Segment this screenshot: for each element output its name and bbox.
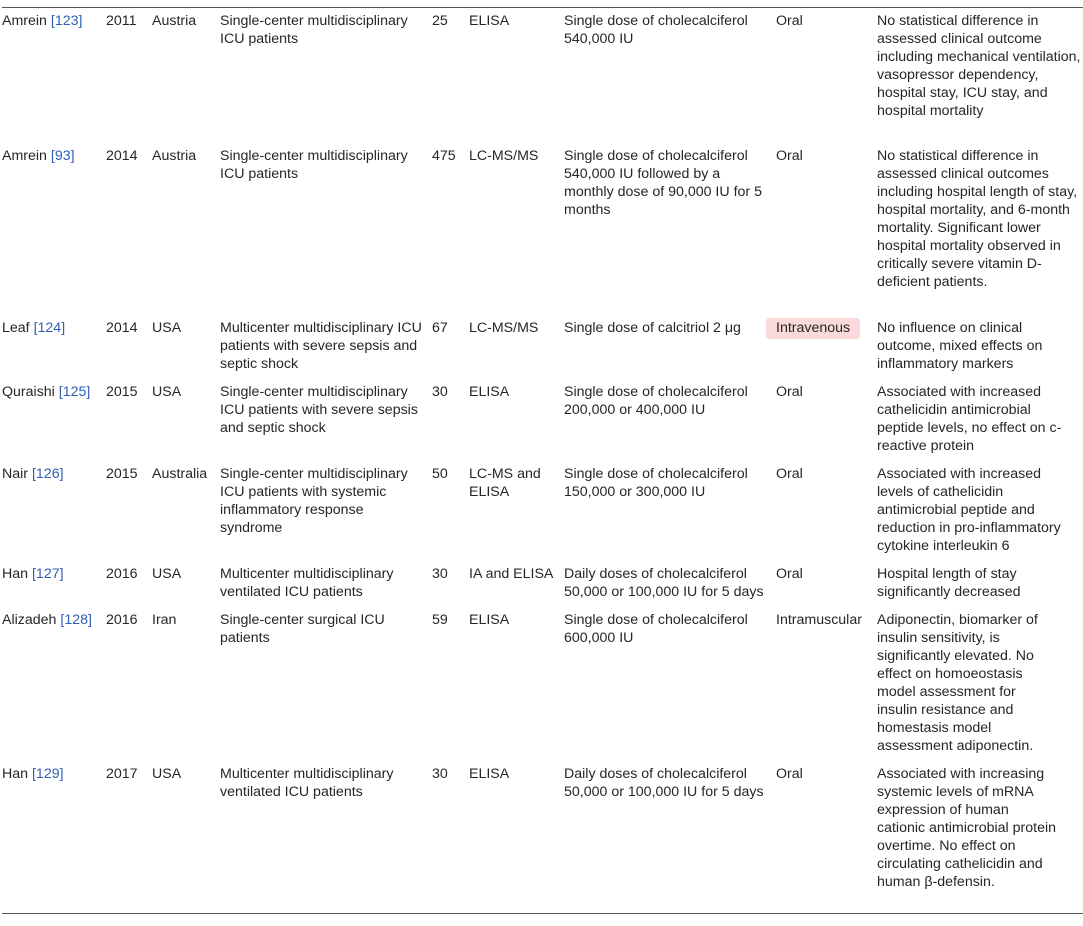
year-cell: 2015 (106, 466, 138, 482)
year-cell: 2016 (106, 566, 138, 582)
population-cell: Single-center surgical ICU patients (220, 612, 385, 646)
route-cell: Intramuscular (776, 612, 862, 628)
dose-cell: Single dose of cholecalciferol 600,000 IU (564, 612, 748, 646)
author-name: Quraishi (2, 384, 55, 400)
dose-cell: Daily doses of cholecalciferol 50,000 or 100,000 IU for 5 days (564, 566, 764, 600)
country-cell: USA (152, 766, 182, 782)
author-name: Alizadeh (2, 612, 57, 628)
author-cell (2, 465, 102, 483)
sample-size-cell: 59 (432, 612, 448, 628)
sample-size-cell: 30 (432, 566, 448, 582)
country-cell: USA (152, 384, 182, 400)
country-cell: Austria (152, 13, 197, 29)
author-cell (2, 765, 102, 783)
year-cell: 2014 (106, 148, 138, 164)
sample-size-cell: 67 (432, 320, 448, 336)
country-cell: Austria (152, 148, 197, 164)
dose-cell: Single dose of cholecalciferol 540,000 IU followed by a monthly dose of 90,000 IU for 5 months (564, 148, 762, 218)
author-cell (2, 12, 102, 30)
sample-size-cell: 25 (432, 13, 448, 29)
outcome-cell: No statistical difference in assessed clinical outcomes including hospital length of stay, hospital mortality, and 6-month mortality. Significant lower hospital mortality observed in critically severe vitamin D-deficient patients. (877, 148, 1078, 290)
route-cell: Oral (776, 766, 803, 782)
year-cell: 2014 (106, 320, 138, 336)
year-cell: 2017 (106, 766, 138, 782)
author-name: Amrein (2, 148, 47, 164)
author-cell (2, 319, 102, 337)
route-cell: Oral (776, 566, 803, 582)
reference-link[interactable]: [129] (31, 766, 64, 782)
author-cell (2, 565, 102, 583)
author-name: Leaf (2, 320, 30, 336)
assay-cell: ELISA (469, 766, 510, 782)
outcome-cell: Associated with increased levels of cathelicidin antimicrobial peptide and reduction in pro-inflammatory cytokine interleukin 6 (877, 466, 1061, 554)
dose-cell: Single dose of cholecalciferol 200,000 or 400,000 IU (564, 384, 748, 418)
country-cell: Iran (152, 612, 177, 628)
population-cell: Single-center multidisciplinary ICU patients (220, 148, 408, 182)
sample-size-cell: 30 (432, 766, 448, 782)
population-cell: Multicenter multidisciplinary ventilated ICU patients (220, 766, 394, 800)
assay-cell: LC-MS/MS (469, 148, 539, 164)
year-cell: 2015 (106, 384, 138, 400)
country-cell: Australia (152, 466, 208, 482)
assay-cell: ELISA (469, 384, 510, 400)
dose-cell: Single dose of calcitriol 2 μg (564, 320, 741, 336)
country-cell: USA (152, 320, 182, 336)
assay-cell: IA and ELISA (469, 566, 554, 582)
reference-link[interactable]: [126] (31, 466, 64, 482)
outcome-cell: Adiponectin, biomarker of insulin sensitivity, is significantly elevated. No effect on homoeostasis model assessment for insulin resistance and homestasis model assessment adiponectin. (877, 612, 1038, 754)
author-name: Han (2, 766, 29, 782)
population-cell: Single-center multidisciplinary ICU patients with severe sepsis and septic shock (220, 384, 418, 436)
sample-size-cell: 475 (432, 148, 456, 164)
route-cell: Oral (776, 466, 803, 482)
reference-link[interactable]: [124] (33, 320, 66, 336)
population-cell: Multicenter multidisciplinary ICU patients with severe sepsis and septic shock (220, 320, 422, 372)
year-cell: 2016 (106, 612, 138, 628)
author-cell (2, 611, 102, 629)
author-cell (2, 147, 102, 165)
dose-cell: Daily doses of cholecalciferol 50,000 or 100,000 IU for 5 days (564, 766, 764, 800)
table-bottom-rule (2, 913, 1083, 914)
author-cell (2, 383, 102, 401)
population-cell: Single-center multidisciplinary ICU patients (220, 13, 408, 47)
assay-cell: LC-MS/MS (469, 320, 539, 336)
route-cell: Oral (776, 13, 803, 29)
assay-cell: LC-MS and ELISA (469, 466, 541, 500)
dose-cell: Single dose of cholecalciferol 150,000 or 300,000 IU (564, 466, 748, 500)
author-name: Amrein (2, 13, 47, 29)
population-cell: Single-center multidisciplinary ICU patients with systemic inflammatory response syndrome (220, 466, 408, 536)
route-cell (776, 319, 872, 337)
route-highlight: Intravenous (766, 318, 860, 339)
route-cell: Oral (776, 384, 803, 400)
author-name: Han (2, 566, 29, 582)
sample-size-cell: 30 (432, 384, 448, 400)
sample-size-cell: 50 (432, 466, 448, 482)
year-cell: 2011 (106, 13, 137, 29)
reference-link[interactable]: [127] (31, 566, 64, 582)
outcome-cell: Hospital length of stay significantly decreased (877, 566, 1021, 600)
country-cell: USA (152, 566, 182, 582)
reference-link[interactable]: [125] (58, 384, 91, 400)
assay-cell: ELISA (469, 612, 510, 628)
reference-link[interactable]: [93] (50, 148, 75, 164)
route-cell: Oral (776, 148, 803, 164)
population-cell: Multicenter multidisciplinary ventilated ICU patients (220, 566, 394, 600)
table-top-rule (2, 7, 1083, 8)
outcome-cell: Associated with increased cathelicidin antimicrobial peptide levels, no effect on c-reactive protein (877, 384, 1062, 454)
outcome-cell: No statistical difference in assessed clinical outcome including mechanical ventilation, vasopressor dependency, hospital stay, ICU stay, and hospital mortality (877, 13, 1081, 119)
dose-cell: Single dose of cholecalciferol 540,000 IU (564, 13, 748, 47)
outcome-cell: Associated with increasing systemic levels of mRNA expression of human cationic antimicrobial protein overtime. No effect on circulating cathelicidin and human β-defensin. (877, 766, 1057, 890)
outcome-cell: No influence on clinical outcome, mixed effects on inflammatory markers (877, 320, 1043, 372)
reference-link[interactable]: [123] (50, 13, 83, 29)
author-name: Nair (2, 466, 29, 482)
assay-cell: ELISA (469, 13, 510, 29)
reference-link[interactable]: [128] (60, 612, 92, 628)
